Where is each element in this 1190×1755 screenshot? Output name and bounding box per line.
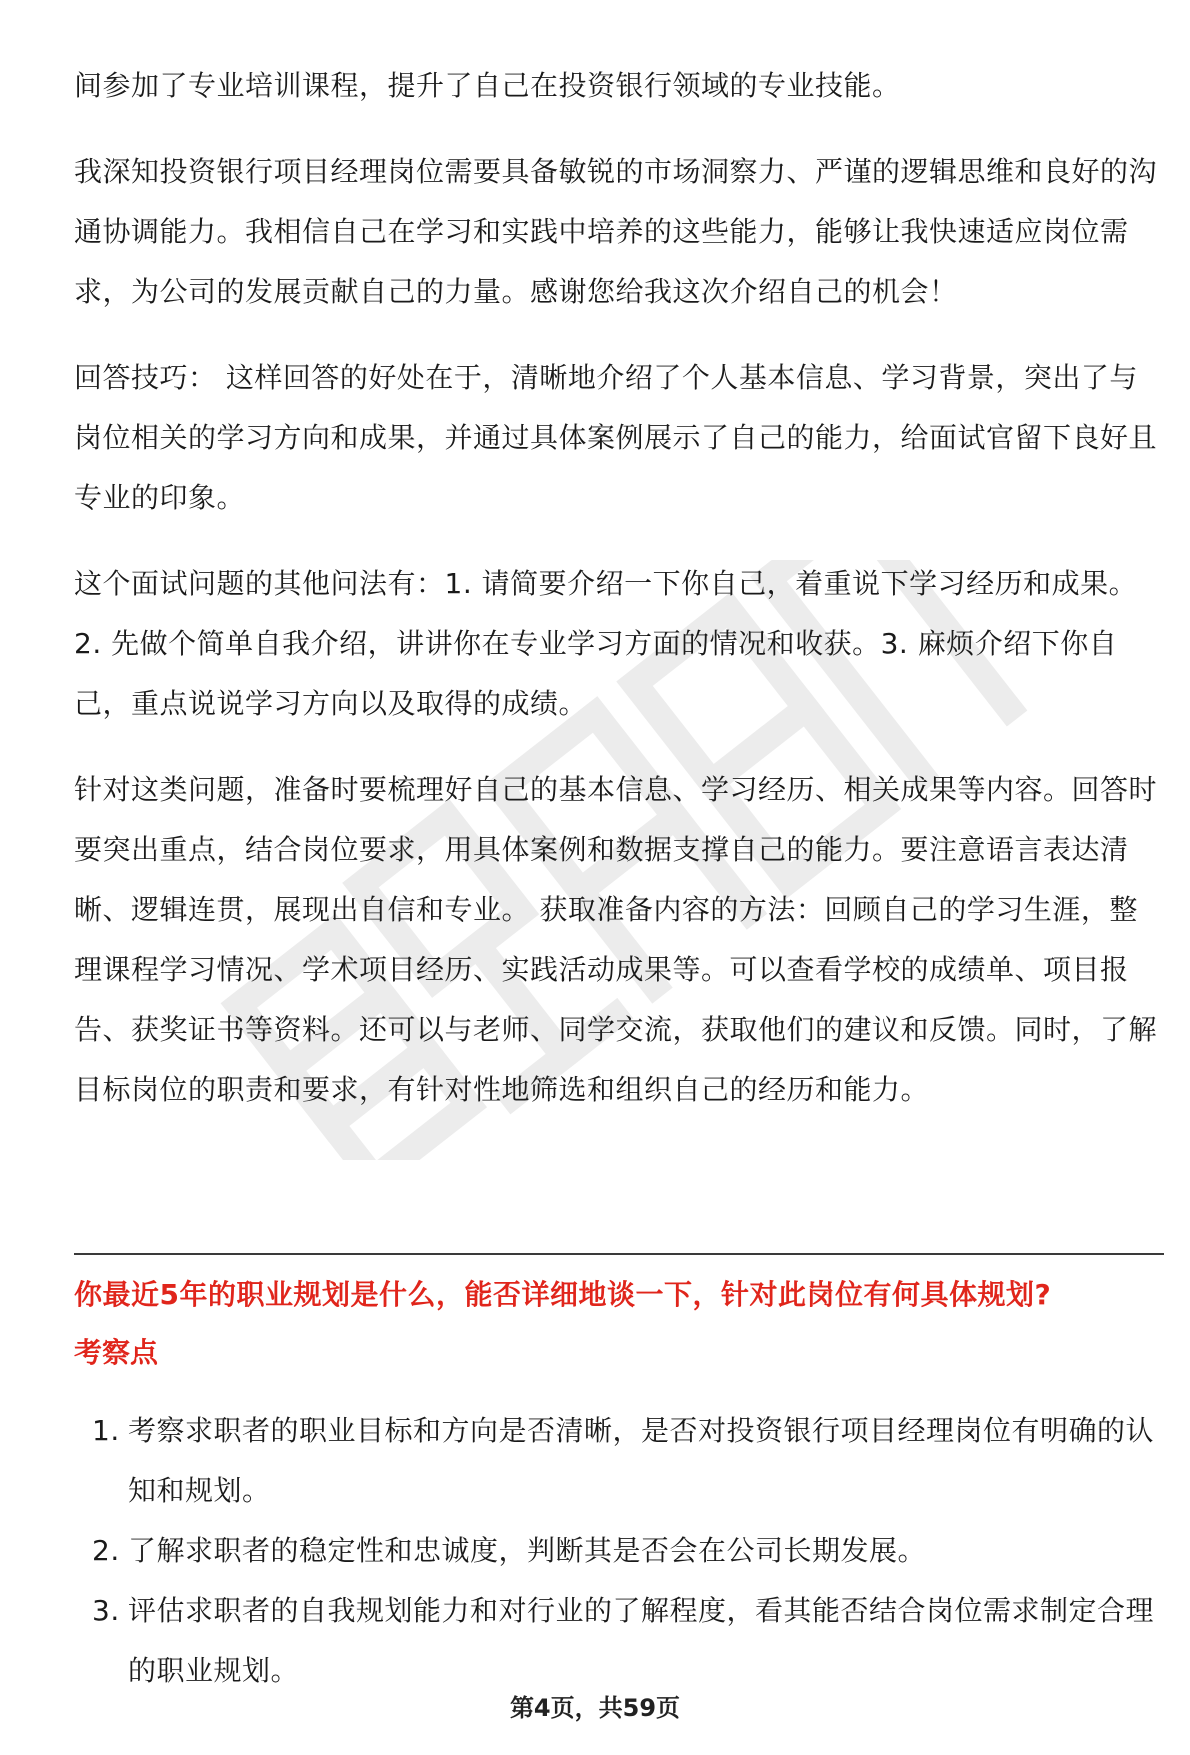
- question-heading: 你最近5年的职业规划是什么，能否详细地谈一下，针对此岗位有何具体规划?: [74, 1278, 1052, 1311]
- paragraph-self-assessment: 我深知投资银行项目经理岗位需要具备敏锐的市场洞察力、严谨的逻辑思维和良好的沟通协调能力。我相信自己在学习和实践中培养的这些能力，能够让我快速适应岗位需求，为公司的发展贡献自己的力量。感谢您给我这次介绍自己的机会！: [74, 155, 1158, 308]
- list-item: [74, 1581, 1164, 1701]
- paragraph-intro-continued: 间参加了专业培训课程，提升了自己在投资银行领域的专业技能。: [74, 69, 901, 102]
- paragraph-answer-tips: 回答技巧： 这样回答的好处在于，清晰地介绍了个人基本信息、学习背景，突出了与岗位相关的学习方向和成果，并通过具体案例展示了自己的能力，给面试官留下良好且专业的印象。: [74, 361, 1158, 514]
- body-text: [74, 56, 1164, 1146]
- list-item: [74, 1521, 1164, 1581]
- paragraph-preparation-advice: 针对这类问题，准备时要梳理好自己的基本信息、学习经历、相关成果等内容。回答时要突出重点，结合岗位要求，用具体案例和数据支撑自己的能力。要注意语言表达清晰、逻辑连贯，展现出自信和专业。 获取准备内容的方法：回顾自己的学习生涯，整理课程学习情况、学术项目经历、实践活动成果等。可以查看学校的成绩单、项目报告、获奖证书等资料。还可以与老师、同学交流，获取他们的建议和反馈。同时，了解目标岗位的职责和要求，有针对性地筛选和组织自己的经历和能力。: [74, 773, 1158, 1106]
- section-divider: [74, 1253, 1164, 1255]
- page-number: 第4页，共59页: [509, 1694, 681, 1722]
- paragraph-alternative-questions: 这个面试问题的其他问法有：1. 请简要介绍一下你自己，着重说下学习经历和成果。2. 先做个简单自我介绍，讲讲你在专业学习方面的情况和收获。3. 麻烦介绍下你自己，重点说说学习方向以及取得的成绩。: [74, 567, 1138, 720]
- list-item-number: 1.: [92, 1414, 120, 1447]
- list-item-number: 3.: [92, 1594, 120, 1627]
- list-item-text: 了解求职者的稳定性和忠诚度，判断其是否会在公司长期发展。: [128, 1534, 927, 1567]
- list-item: [74, 1401, 1164, 1521]
- list-item-number: 2.: [92, 1534, 120, 1567]
- assessment-points-heading: 考察点: [74, 1336, 159, 1369]
- list-item-text: 评估求职者的自我规划能力和对行业的了解程度，看其能否结合岗位需求制定合理的职业规划。: [128, 1594, 1155, 1687]
- assessment-points-list: [74, 1401, 1164, 1701]
- list-item-text: 考察求职者的职业目标和方向是否清晰，是否对投资银行项目经理岗位有明确的认知和规划。: [128, 1414, 1155, 1507]
